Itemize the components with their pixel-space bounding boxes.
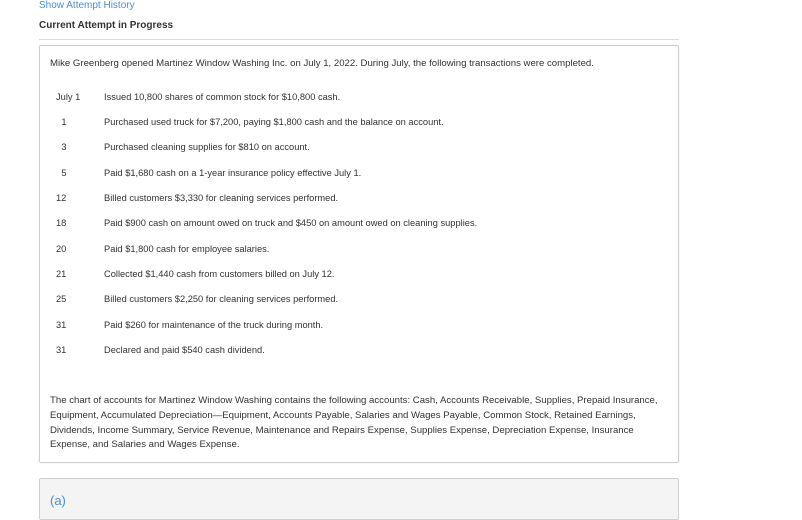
transaction-date: July 1 bbox=[56, 92, 81, 102]
transaction-row bbox=[40, 244, 678, 258]
transaction-description: Collected $1,440 cash from customers billed on July 12. bbox=[104, 269, 335, 279]
transaction-date: 5 bbox=[61, 168, 67, 178]
transaction-date: 31 bbox=[56, 345, 67, 355]
transaction-date: 21 bbox=[56, 269, 67, 279]
problem-intro: Mike Greenberg opened Martinez Window Washing Inc. on July 1, 2022. During July, the following transactions were completed. bbox=[50, 58, 594, 69]
transaction-description: Declared and paid $540 cash dividend. bbox=[104, 345, 265, 355]
transaction-description: Purchased used truck for $7,200, paying $1,800 cash and the balance on account. bbox=[104, 117, 444, 127]
attempt-status-label: Current Attempt in Progress bbox=[39, 20, 174, 31]
transaction-row bbox=[40, 142, 678, 156]
chart-of-accounts-text: The chart of accounts for Martinez Window Washing contains the following accounts: Cash, Accounts Receivable, Supplies, Prepaid Insurance, Equipment, Accumulated Depreciation—Equipment, Accounts Payable, Salaries and Wages Payable, Common Stock, Retained Earnings, Dividends, Income Summary, Service Revenue, Maintenance and Repairs Expense, Supplies Expense, Depreciation Expense, Insurance Expense, and Salaries and Wages Expense. bbox=[50, 395, 658, 451]
transaction-description: Purchased cleaning supplies for $810 on account. bbox=[104, 142, 310, 152]
part-a-label: (a) bbox=[50, 493, 66, 508]
transaction-row bbox=[40, 168, 678, 182]
transaction-row bbox=[40, 193, 678, 207]
transaction-date: 20 bbox=[56, 244, 67, 254]
transaction-description: Billed customers $3,330 for cleaning services performed. bbox=[104, 193, 339, 203]
header-divider bbox=[39, 39, 679, 40]
transaction-date: 18 bbox=[56, 218, 67, 228]
transaction-row bbox=[40, 269, 678, 283]
transaction-description: Paid $1,800 cash for employee salaries. bbox=[104, 244, 270, 254]
part-a-panel[interactable] bbox=[39, 478, 679, 520]
transaction-row bbox=[40, 320, 678, 334]
transaction-description: Paid $260 for maintenance of the truck during month. bbox=[104, 320, 324, 330]
transaction-date: 12 bbox=[56, 193, 67, 203]
transaction-row bbox=[40, 294, 678, 308]
transaction-row bbox=[40, 218, 678, 232]
problem-card bbox=[39, 45, 679, 463]
transaction-date: 1 bbox=[61, 117, 67, 127]
show-attempt-history-link[interactable]: Show Attempt History bbox=[39, 0, 135, 11]
transaction-description: Issued 10,800 shares of common stock for $10,800 cash. bbox=[104, 92, 341, 102]
transaction-description: Paid $1,680 cash on a 1-year insurance policy effective July 1. bbox=[104, 168, 362, 178]
transaction-description: Billed customers $2,250 for cleaning services performed. bbox=[104, 294, 339, 304]
transaction-date: 25 bbox=[56, 294, 67, 304]
transaction-row bbox=[40, 345, 678, 359]
transaction-row bbox=[40, 92, 678, 106]
transaction-row bbox=[40, 117, 678, 131]
transaction-description: Paid $900 cash on amount owed on truck and $450 on amount owed on cleaning supplies. bbox=[104, 218, 478, 228]
transaction-date: 31 bbox=[56, 320, 67, 330]
transaction-date: 3 bbox=[61, 142, 67, 152]
